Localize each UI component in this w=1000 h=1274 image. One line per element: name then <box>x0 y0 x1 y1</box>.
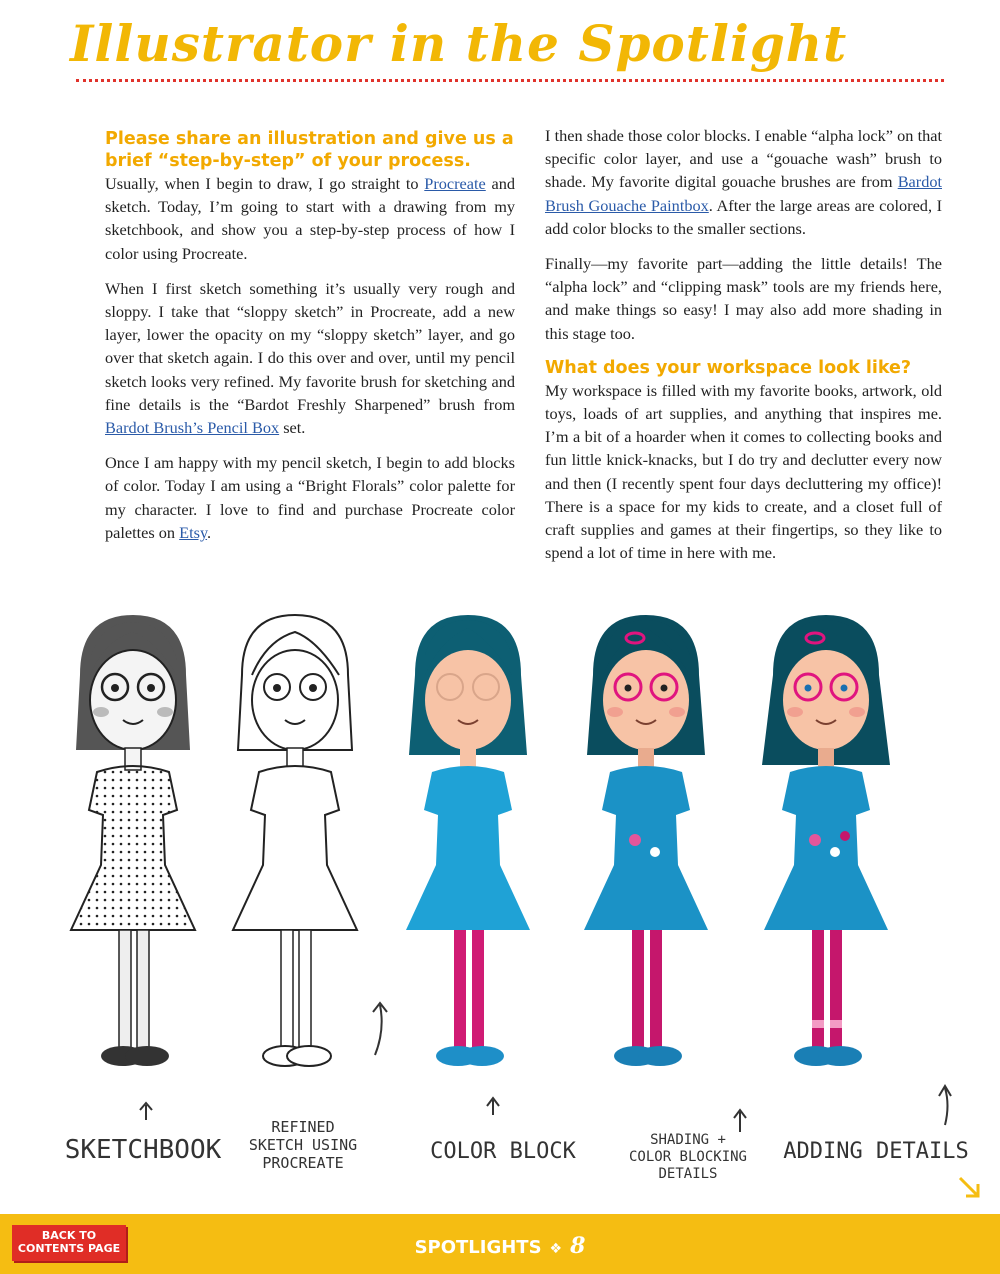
expand-icon[interactable] <box>956 1174 986 1204</box>
link-gouache-paintbox[interactable]: Bardot Brush Gouache Paintbox <box>545 172 942 215</box>
caption-refined-1: REFINED <box>271 1118 335 1136</box>
caption-refined-2: SKETCH USING <box>248 1136 358 1154</box>
caption-color-block: COLOR BLOCK <box>430 1139 576 1164</box>
process-illustration <box>45 600 975 1200</box>
left-column <box>105 128 515 554</box>
caption-refined-3: PROCREATE <box>262 1154 344 1172</box>
link-pencil-box[interactable]: Bardot Brush’s Pencil Box <box>105 418 280 438</box>
link-etsy[interactable]: Etsy <box>179 522 208 542</box>
paragraph-6: My workspace is filled with my favorite books, artwork, old toys, loads of art supplies, and anything that inspires me. I’m a bit of a hoarder when it comes to collecting books and fun little knick-knacks, but I do try and declutter every now and then (I recently spent four days decluttering my office)! There is a space for my kids to create, and a closet full of craft supplies and games at their fingertips, so they like to spend a lot of time in here with me. <box>545 380 942 563</box>
footer-section-label <box>0 1233 1000 1259</box>
separator-icon: ❖ <box>549 1241 563 1257</box>
section-heading-workspace: What does your workspace look like? <box>545 357 912 378</box>
girl-shading <box>584 615 708 1066</box>
section-heading-process: Please share an illustration and give us a brief “step-by-step” of your process. <box>105 129 514 171</box>
paragraph-5: Finally—my favorite part—adding the little details! The “alpha lock” and “clipping mask” tools are my friends here, and make things so easy! I may also add more shading in this stage too. <box>545 254 942 343</box>
girl-adding-details <box>762 615 890 1066</box>
title-divider <box>76 79 944 82</box>
section-name: SPOTLIGHTS <box>414 1237 542 1258</box>
paragraph-1: Usually, when I begin to draw, I go straight to Procreate and sketch. Today, I’m going to start with a drawing from my sketchbook, and show you a step-by-step process of how I color using Procreate. <box>105 174 516 263</box>
paragraph-3: Once I am happy with my pencil sketch, I begin to add blocks of color. Today I am using a “Bright Florals” color palette for my character. I love to find and purchase Procreate color palettes on Etsy. <box>105 453 515 542</box>
page-number: 8 <box>570 1233 586 1259</box>
right-column <box>545 124 942 574</box>
caption-shading-2: COLOR BLOCKING <box>628 1149 748 1165</box>
caption-shading-3: DETAILS <box>658 1166 718 1182</box>
caption-shading-1: SHADING + <box>650 1132 726 1148</box>
caption-adding-details: ADDING DETAILS <box>783 1139 969 1164</box>
link-procreate[interactable]: Procreate <box>424 174 486 193</box>
back-to-contents-button[interactable]: BACK TO CONTENTS PAGE <box>12 1225 126 1261</box>
girl-color-block <box>406 615 530 1066</box>
page-title: Illustrator in the Spotlight <box>70 14 848 73</box>
paragraph-4: I then shade those color blocks. I enable “alpha lock” on that specific color layer, and use a “gouache wash” brush to shade. My favorite digital gouache brushes are from Bardot Brush Gouache Paintbox. After the large areas are colored, I add color blocks to the smaller sections. <box>545 126 942 238</box>
paragraph-2: When I first sketch something it’s usually very rough and sloppy. I take that “sloppy sketch” in Procreate, add a new layer, lower the opacity on my “sloppy sketch” layer, and go over that sketch again. I do this over and over, until my pencil sketch looks very refined. My favorite brush for sketching and fine details is the “Bardot Freshly Sharpened” brush from Bardot Brush’s Pencil Box set. <box>105 278 515 438</box>
girl-refined-sketch <box>233 615 357 1066</box>
caption-sketchbook: SKETCHBOOK <box>64 1135 222 1165</box>
girl-sketchbook <box>71 615 195 1066</box>
